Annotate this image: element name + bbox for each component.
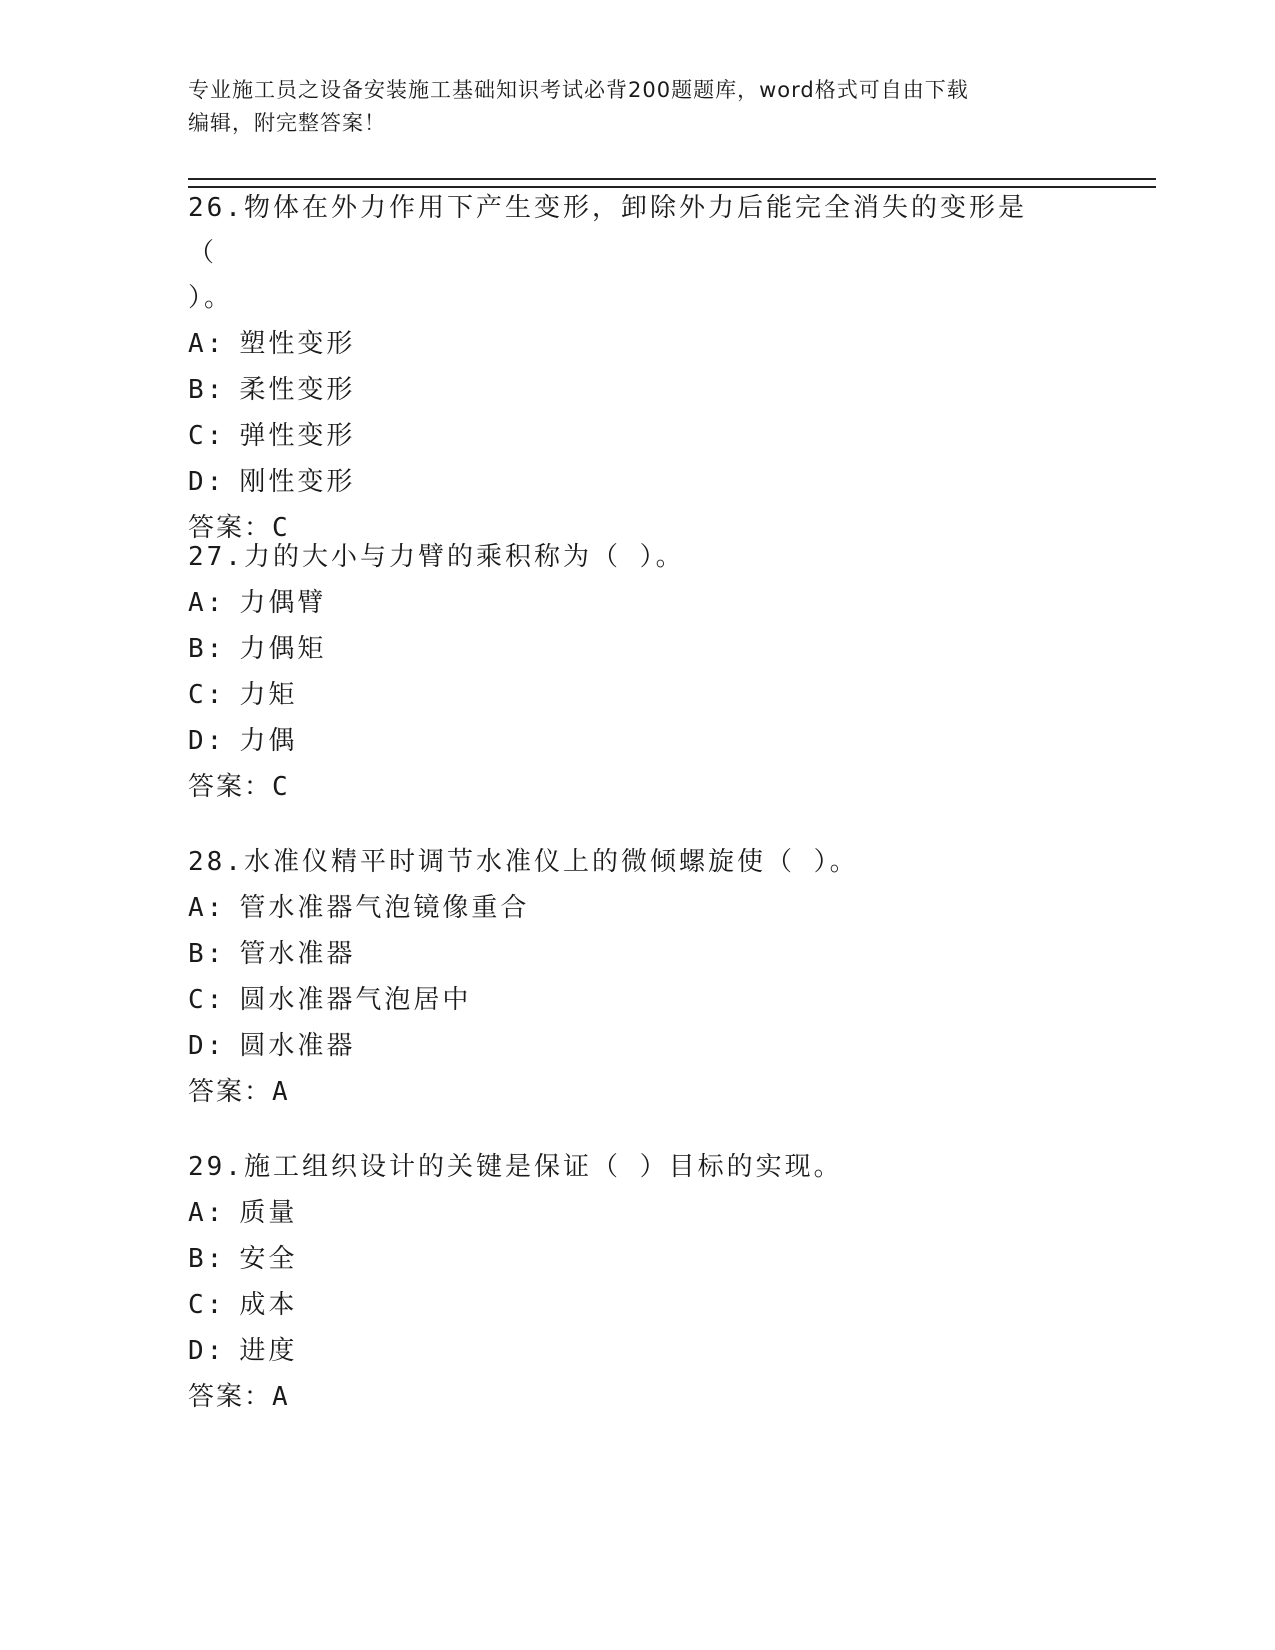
option-key: A: (188, 329, 226, 359)
option-text: 管水准器 (239, 939, 356, 969)
answer-value: A (272, 1077, 290, 1107)
option-b (188, 931, 1088, 977)
answer-label: 答案： (188, 1382, 273, 1412)
option-c (188, 1282, 1088, 1328)
option-text: 进度 (239, 1336, 298, 1366)
option-text: 成本 (239, 1290, 298, 1320)
option-text: 质量 (239, 1198, 298, 1228)
answer-value: C (272, 513, 290, 543)
option-key: A: (188, 1198, 226, 1228)
option-key: B: (188, 1244, 226, 1274)
option-d (188, 1328, 1088, 1374)
option-text: 塑性变形 (239, 329, 356, 359)
option-key: D: (188, 1336, 226, 1366)
option-text: 刚性变形 (239, 467, 356, 497)
option-text: 圆水准器气泡居中 (239, 985, 472, 1015)
option-key: C: (188, 421, 226, 451)
option-key: C: (188, 1290, 226, 1320)
option-text: 管水准器气泡镜像重合 (239, 893, 530, 923)
option-key: C: (188, 985, 226, 1015)
option-b (188, 626, 1088, 672)
option-d (188, 459, 1088, 505)
option-key: B: (188, 634, 226, 664)
option-c (188, 672, 1088, 718)
question-29 (188, 1145, 1088, 1420)
option-text: 圆水准器 (239, 1031, 356, 1061)
answer-label: 答案： (188, 772, 273, 802)
question-27 (188, 535, 1088, 810)
question-stem (188, 1145, 1048, 1190)
question-26 (188, 186, 1088, 551)
option-a (188, 885, 1088, 931)
option-c (188, 977, 1088, 1023)
answer-line (188, 1374, 1088, 1420)
option-d (188, 1023, 1088, 1069)
question-stem-line-2: ）。 (188, 283, 234, 313)
answer-value: C (272, 772, 290, 802)
question-stem-line-1: 28.水准仪精平时调节水准仪上的微倾螺旋使（ ）。 (188, 847, 859, 877)
option-text: 力偶臂 (239, 588, 327, 618)
answer-label: 答案： (188, 1077, 273, 1107)
option-text: 力偶 (239, 726, 298, 756)
option-text: 柔性变形 (239, 375, 356, 405)
question-stem (188, 535, 1048, 580)
option-d (188, 718, 1088, 764)
question-stem-line-1: 26.物体在外力作用下产生变形，卸除外力后能完全消失的变形是（ (188, 193, 1027, 268)
question-stem-line-1: 27.力的大小与力臂的乘积称为（ ）。 (188, 542, 685, 572)
question-stem-line-1: 29.施工组织设计的关键是保证（ ）目标的实现。 (188, 1152, 843, 1182)
option-text: 力矩 (239, 680, 298, 710)
question-28 (188, 840, 1088, 1115)
option-key: A: (188, 588, 226, 618)
option-key: B: (188, 939, 226, 969)
answer-value: A (272, 1382, 290, 1412)
option-key: C: (188, 680, 226, 710)
answer-label: 答案： (188, 513, 273, 543)
option-a (188, 1190, 1088, 1236)
option-text: 安全 (239, 1244, 298, 1274)
answer-line (188, 1069, 1088, 1115)
option-key: B: (188, 375, 226, 405)
option-key: D: (188, 726, 226, 756)
question-stem (188, 186, 1048, 321)
header-line-1: 专业施工员之设备安装施工基础知识考试必背200题题库，word格式可自由下载 (188, 78, 969, 102)
option-b (188, 367, 1088, 413)
header-line-2: 编辑，附完整答案！ (188, 111, 386, 135)
option-c (188, 413, 1088, 459)
option-a (188, 321, 1088, 367)
question-stem (188, 840, 1048, 885)
option-key: A: (188, 893, 226, 923)
option-text: 弹性变形 (239, 421, 356, 451)
answer-line (188, 764, 1088, 810)
option-a (188, 580, 1088, 626)
option-key: D: (188, 1031, 226, 1061)
option-text: 力偶矩 (239, 634, 327, 664)
option-key: D: (188, 467, 226, 497)
option-b (188, 1236, 1088, 1282)
document-header (188, 74, 1088, 140)
